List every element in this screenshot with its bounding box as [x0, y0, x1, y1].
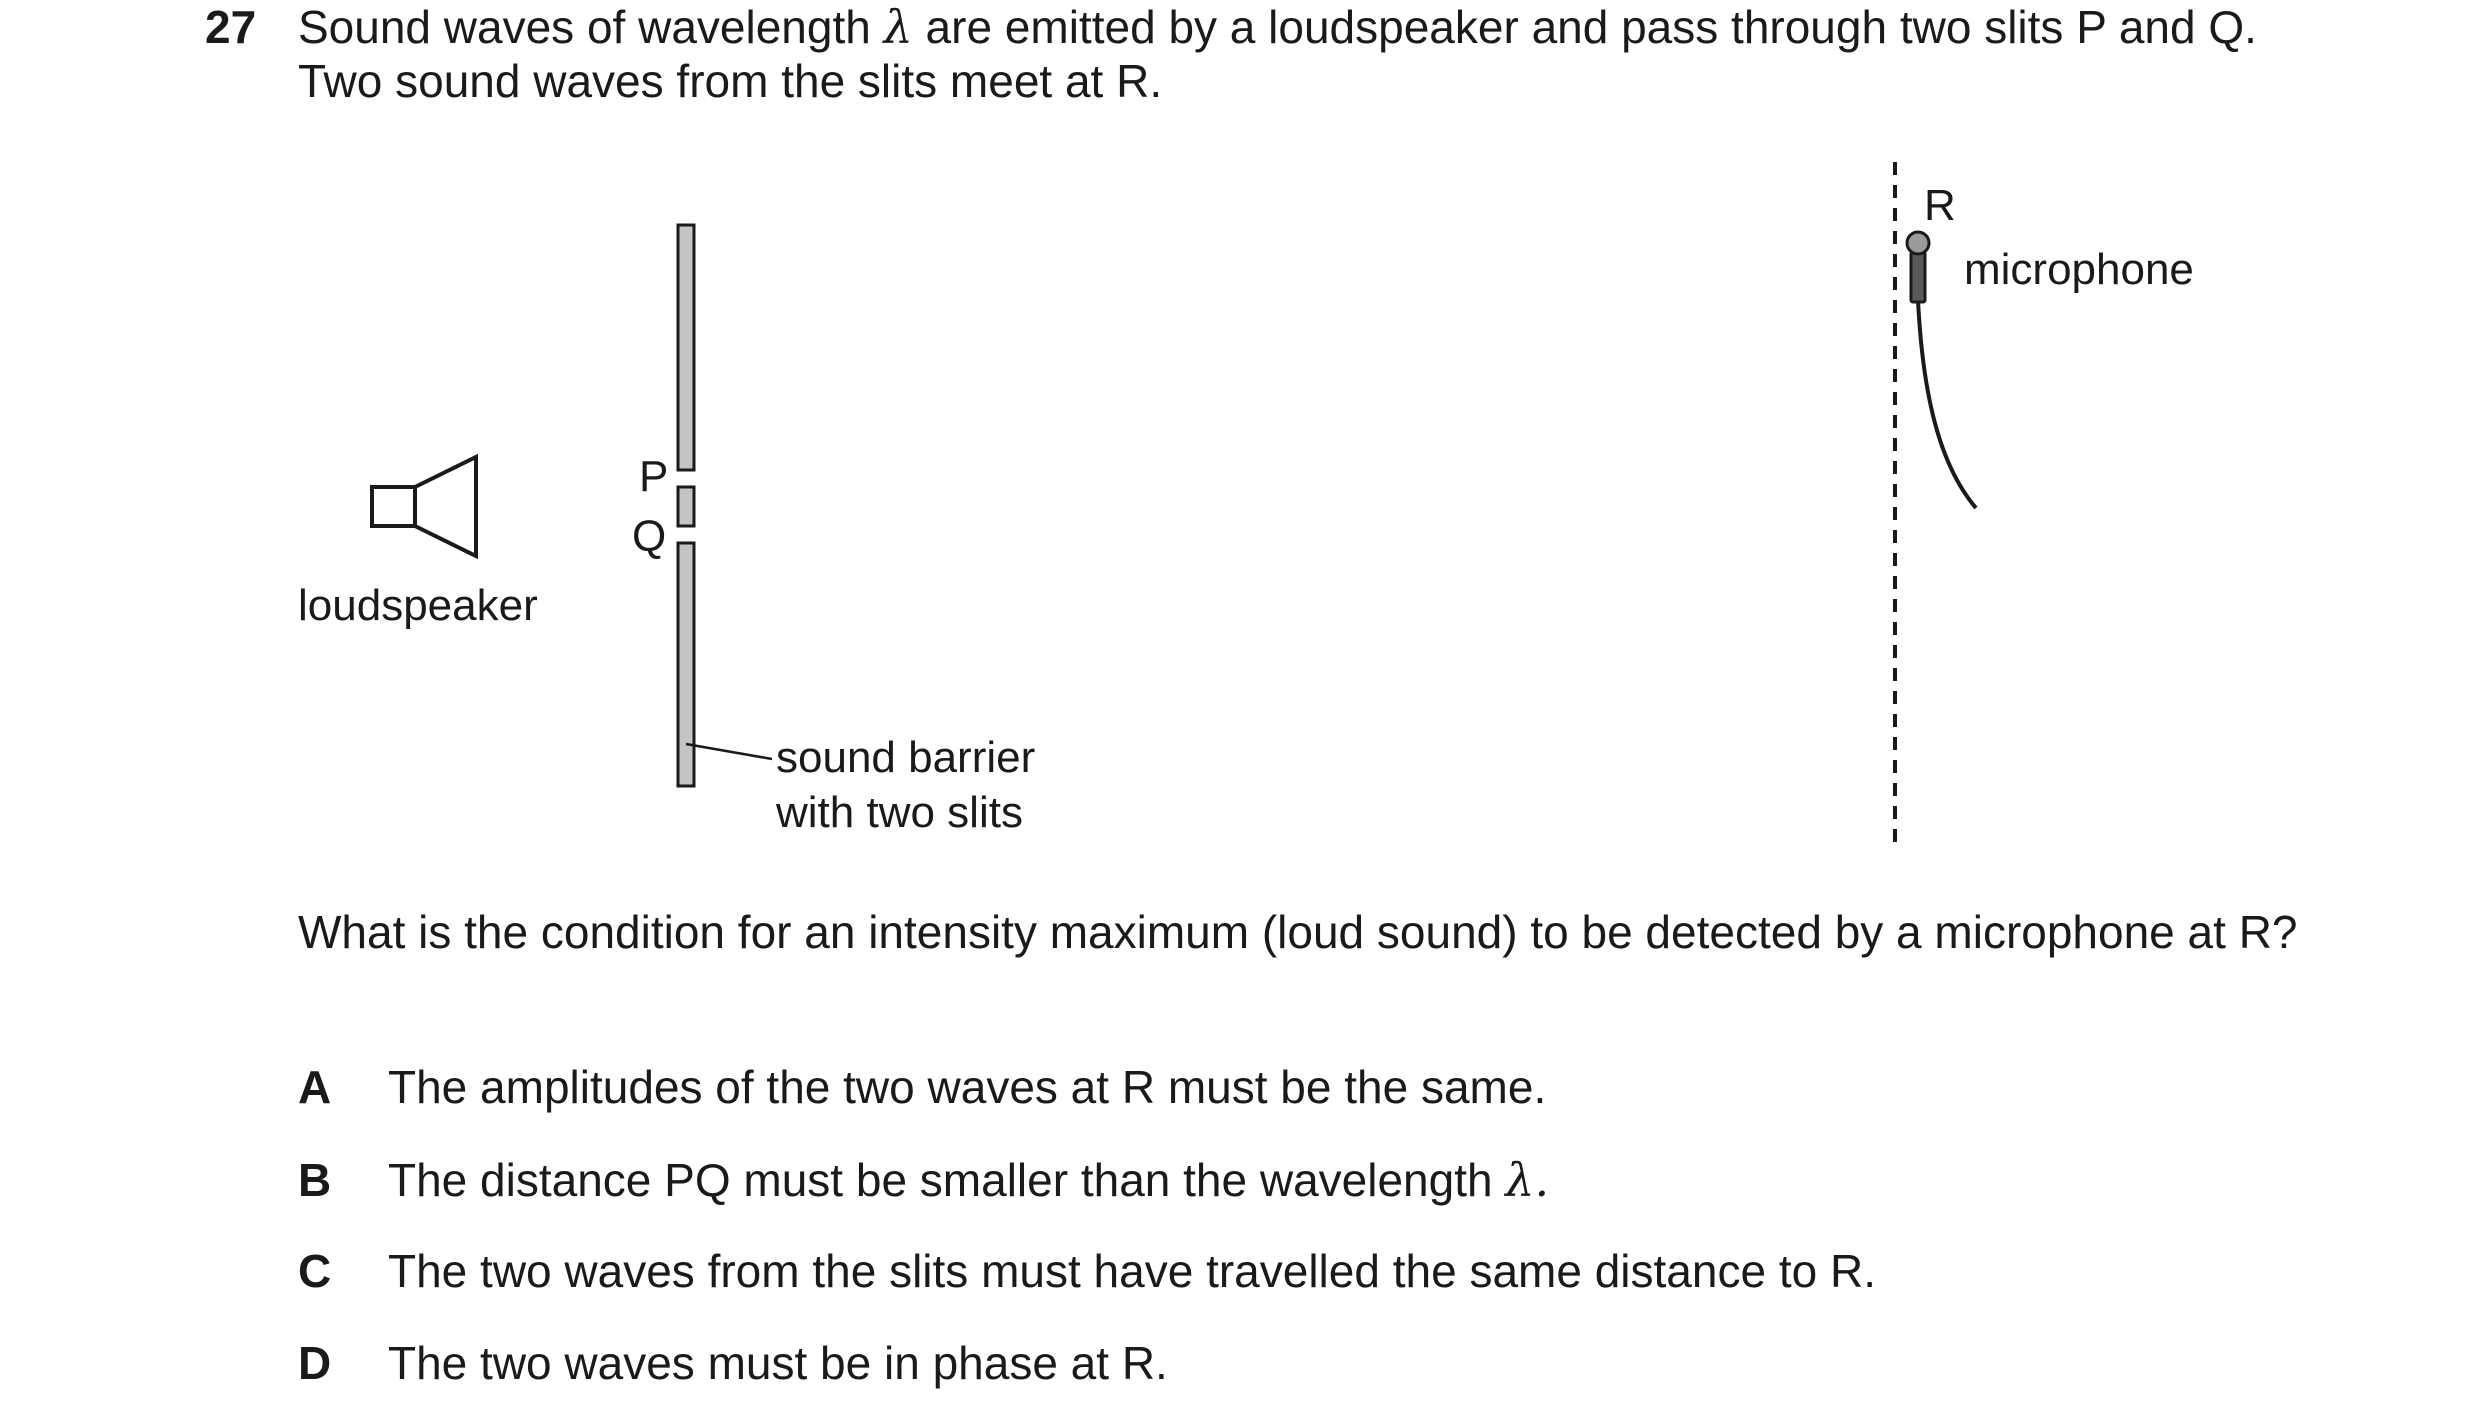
question-number: 27 [205, 1, 257, 53]
point-r-label: R [1924, 181, 1956, 230]
option-letter: B [298, 1154, 332, 1206]
microphone-label: microphone [1964, 245, 2194, 294]
barrier-label-line1: sound barrier [776, 733, 1036, 782]
option-c[interactable] [298, 1244, 1876, 1298]
option-text: The two waves from the slits must have travelled the same distance to R. [388, 1245, 1876, 1297]
option-text: The amplitudes of the two waves at R must be the same. [388, 1061, 1547, 1113]
option-d[interactable] [298, 1336, 1168, 1390]
slit-p-label: P [639, 452, 669, 501]
barrier-label-line2: with two slits [776, 788, 1023, 837]
option-letter: D [298, 1337, 332, 1389]
option-letter: C [298, 1245, 332, 1297]
loudspeaker-icon [372, 457, 476, 556]
loudspeaker-label: loudspeaker [298, 581, 538, 630]
stem-text-before-symbol: Sound waves of wavelength [298, 1, 884, 53]
option-text: The distance PQ must be smaller than the wavelength [388, 1154, 1506, 1206]
stem-line-2: Two sound waves from the slits meet at R. [298, 55, 1163, 107]
option-a[interactable] [298, 1060, 1546, 1114]
barrier-leader-line [686, 744, 772, 759]
option-text: The two waves must be in phase at R. [388, 1337, 1168, 1389]
stem-text-after-symbol: are emitted by a loudspeaker and pass through two slits P and Q. [912, 1, 2257, 53]
option-b[interactable] [298, 1153, 1549, 1207]
sound-barrier [678, 225, 694, 786]
option-letter: A [298, 1061, 332, 1113]
option-symbol: λ. [1505, 1153, 1550, 1207]
question-prompt: What is the condition for an intensity maximum (loud sound) to be detected by a microphone at R? [298, 906, 2298, 958]
wavelength-symbol: λ [883, 0, 913, 54]
slit-q-label: Q [632, 512, 667, 561]
